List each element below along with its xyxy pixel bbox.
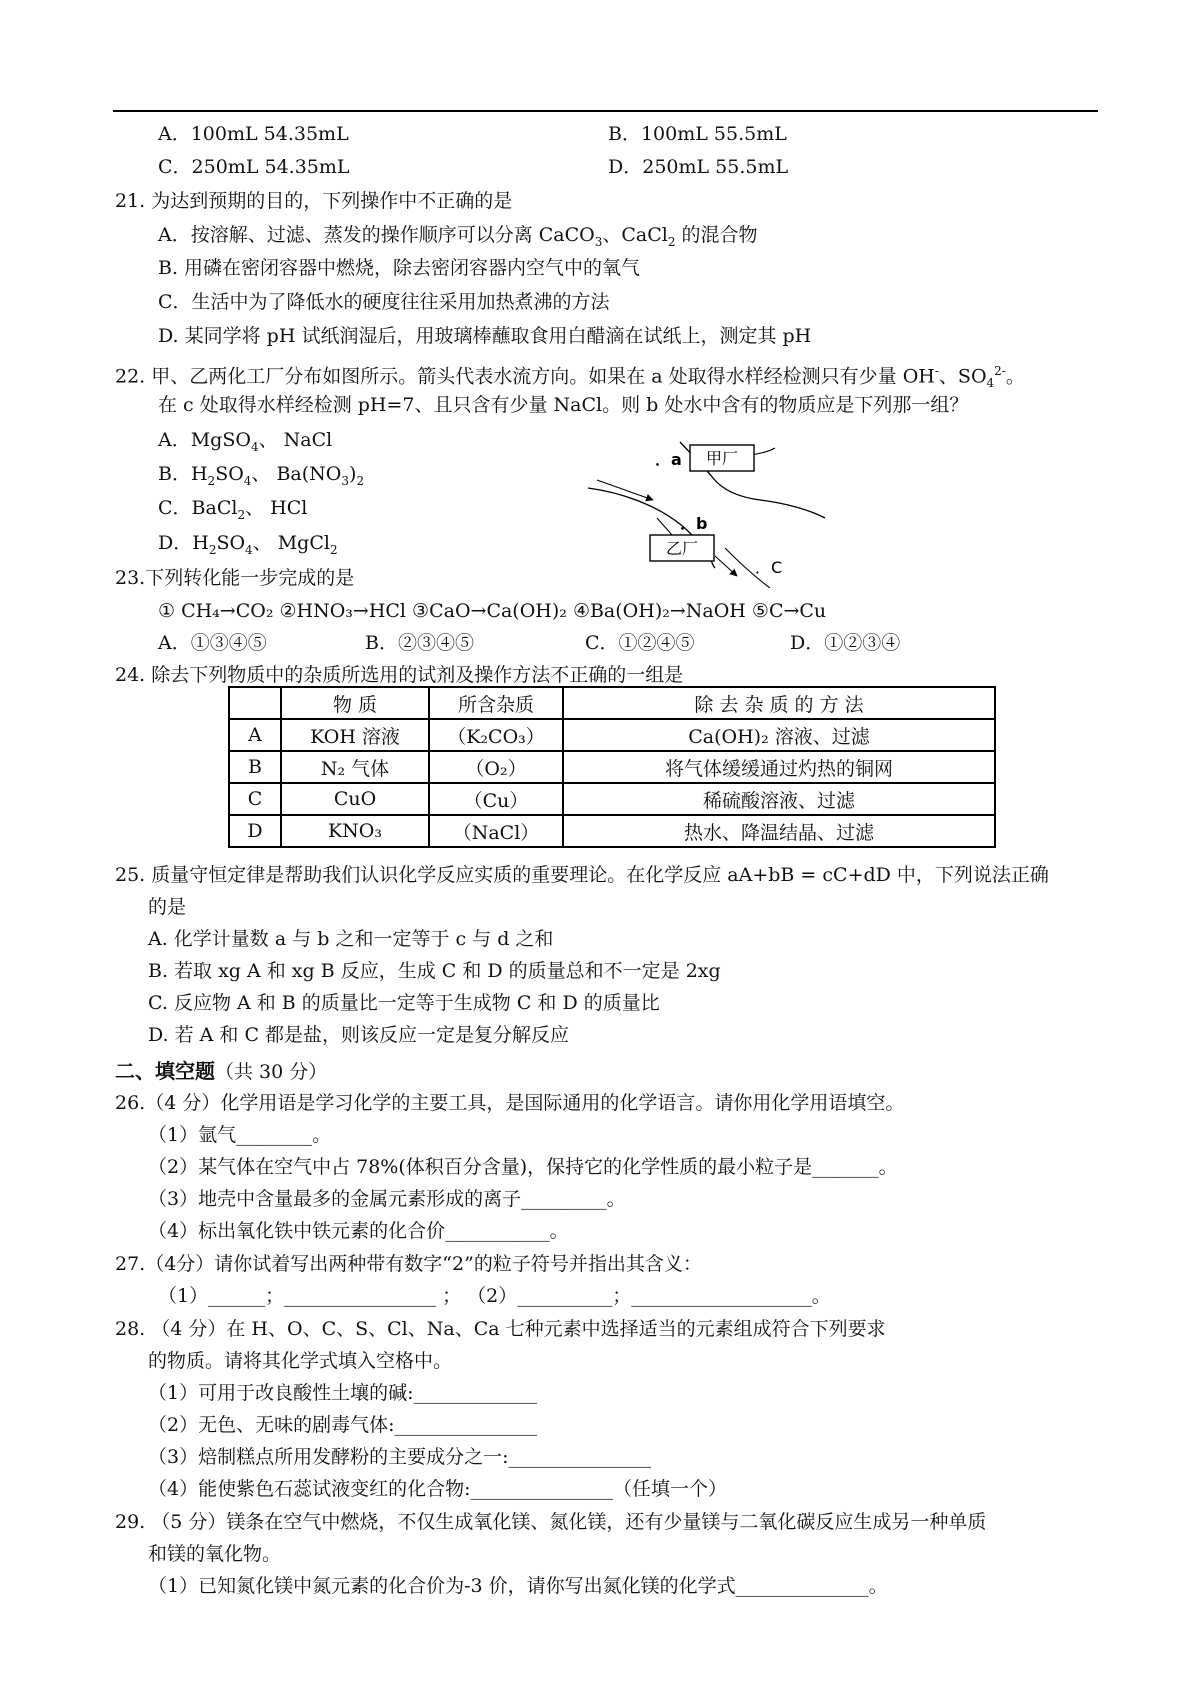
q22-c-text2: 、 HCl [245,497,308,519]
q21-a-text3: 的混合物 [675,224,758,246]
table-header-cell: 物 质 [281,687,429,719]
table-cell: 热水、降温结晶、过滤 [563,815,995,847]
q28-item-3[interactable]: （3）焙制糕点所用发酵粉的主要成分之一:_______________ [148,1446,651,1468]
table-header-cell: 所含杂质 [429,687,563,719]
table-cell: N₂ 气体 [281,751,429,783]
q25-option-b[interactable]: B. 若取 xg A 和 xg B 反应，生成 C 和 D 的质量总和不一定是 2xg [148,960,721,982]
q22-stem-text1: 22. 甲、乙两化工厂分布如图所示。箭头代表水流方向。如果在 a 处取得水样经检测只有少量 OH [115,365,935,388]
point-c-label: ．C [755,558,783,577]
q22-a-text1: A．MgSO [158,429,251,451]
table-row [229,783,995,815]
q22-option-a[interactable]: A．MgSO$_4$、 NaCl [158,429,333,454]
flow-arrow-a [597,480,653,500]
q26-item-4[interactable]: （4）标出氧化铁中铁元素的化合价___________。 [148,1220,569,1242]
table-cell: KNO₃ [281,815,429,847]
q20-option-d[interactable]: D．250mL 55.5mL [608,156,789,178]
q25-stem-line2: 的是 [148,896,187,918]
table-cell: （Cu） [429,783,563,815]
q22-d-text2: SO [216,532,246,554]
table-cell: KOH 溶液 [281,719,429,751]
q29-stem: 29. （5 分）镁条在空气中燃烧，不仅生成氧化镁、氮化镁，还有少量镁与二氧化碳反应生成另一种单质 [115,1511,987,1533]
q21-stem: 21. 为达到预期的目的，下列操作中不正确的是 [115,190,513,212]
q22-b-text1: B．H [158,463,208,485]
yi-factory-label: 乙厂 [665,539,699,558]
table-header-cell: 除 去 杂 质 的 方 法 [563,687,995,719]
q29-item-1[interactable]: （1）已知氮化镁中氮元素的化合价为-3 价，请你写出氮化镁的化学式______________。 [148,1575,888,1597]
table-cell: A [229,719,281,751]
q21-option-d[interactable]: D. 某同学将 pH 试纸润湿后，用玻璃棒蘸取食用白醋滴在试纸上，测定其 pH [158,325,812,347]
q21-a-text2: 、CaCl [602,224,668,246]
table-cell: （NaCl） [429,815,563,847]
table-cell: （O₂） [429,751,563,783]
table-cell: C [229,783,281,815]
q22-stem-text2: 、SO [938,365,987,388]
q28-stem: 28. （4 分）在 H、O、C、S、Cl、Na、Ca 七种元素中选择适当的元素组成符合下列要求 [115,1318,886,1340]
section-score: （共 30 分） [215,1061,328,1083]
q25-option-c[interactable]: C. 反应物 A 和 B 的质量比一定等于生成物 C 和 D 的质量比 [148,992,660,1014]
q23-option-b[interactable]: B．②③④⑤ [365,632,474,654]
table-cell: Ca(OH)₂ 溶液、过滤 [563,719,995,751]
header-rule [113,110,1098,112]
table-cell: CuO [281,783,429,815]
q22-c-text1: C．BaCl [158,497,238,519]
q21-option-a[interactable]: A．按溶解、过滤、蒸发的操作顺序可以分离 CaCO$_3$、CaCl$_2$ 的混合物 [158,224,758,249]
q28-item-2[interactable]: （2）无色、无味的剧毒气体:_______________ [148,1414,537,1436]
table-cell: 稀硫酸溶液、过滤 [563,783,995,815]
jia-factory-label: 甲厂 [705,449,739,468]
section-title: 二、填空题 [115,1059,215,1083]
q23-stem: 23.下列转化能一步完成的是 [115,567,355,589]
q22-b-text4: ) [349,463,357,485]
q22-d-text3: 、 MgCl [252,532,330,554]
flow-arrow-c [715,556,737,576]
q29-stem-line2: 和镁的氧化物。 [148,1543,282,1565]
q22-option-c[interactable]: C．BaCl$_2$、 HCl [158,497,308,522]
table-cell: D [229,815,281,847]
q22-option-d[interactable]: D．$H_2SO_4$、 MgCl$_2$ [158,532,338,557]
q23-option-d[interactable]: D．①②③④ [790,632,901,654]
q22-stem-line2: 在 c 处取得水样经检测 pH=7、且只含有少量 NaCl。则 b 处水中含有的物质应是下列那一组？ [158,394,969,416]
q20-option-a[interactable]: A．100mL 54.35mL [158,123,349,145]
q27-stem: 27.（4分）请你试着写出两种带有数字“2”的粒子符号并指出其含义： [115,1253,702,1275]
table-row [229,751,995,783]
q25-stem: 25. 质量守恒定律是帮助我们认识化学反应实质的重要理论。在化学反应 aA+bB = cC+dD 中，下列说法正确 [115,864,1049,886]
q21-a-text1: A．按溶解、过滤、蒸发的操作顺序可以分离 CaCO [158,224,595,246]
table-cell: （K₂CO₃） [429,719,563,751]
table-cell: 将气体缓缓通过灼热的铜网 [563,751,995,783]
q26-item-1[interactable]: （1）氩气________。 [148,1124,332,1146]
q23-option-a[interactable]: A．①③④⑤ [158,632,267,654]
q22-stem-text3: 。 [1005,365,1025,388]
q28-item-1[interactable]: （1）可用于改良酸性土壤的碱:_____________ [148,1382,537,1404]
table-row [229,719,995,751]
q26-stem: 26.（4 分）化学用语是学习化学的主要工具，是国际通用的化学语言。请你用化学用语填空。 [115,1092,905,1114]
q21-option-b[interactable]: B. 用磷在密闭容器中燃烧，除去密闭容器内空气中的氧气 [158,257,641,279]
q22-a-text2: 、 NaCl [258,429,333,451]
q24-stem: 24. 除去下列物质中的杂质所选用的试剂及操作方法不正确的一组是 [115,664,684,686]
q24-table [228,686,996,848]
q23-option-c[interactable]: C．①②④⑤ [585,632,695,654]
q25-option-d[interactable]: D. 若 A 和 C 都是盐，则该反应一定是复分解反应 [148,1024,570,1046]
q28-item-4[interactable]: （4）能使紫色石蕊试液变红的化合物:_______________（任填一个） [148,1478,727,1500]
table-header-row [229,687,995,719]
q28-stem-line2: 的物质。请将其化学式填入空格中。 [148,1350,453,1372]
q26-item-3[interactable]: （3）地壳中含量最多的金属元素形成的离子_________。 [148,1188,626,1210]
factory-diagram [585,438,885,588]
q22-b-text3: 、 Ba(NO [251,463,342,485]
table-header-cell [229,687,281,719]
q26-item-2[interactable]: （2）某气体在空气中占 78%(体积百分含量)，保持它的化学性质的最小粒子是_______。 [148,1156,898,1178]
point-b-label: ．b [680,514,708,533]
q21-option-c[interactable]: C．生活中为了降低水的硬度往往采用加热煮沸的方法 [158,291,610,313]
q22-option-b[interactable]: B．$H_2SO_4$、 $Ba(NO_3)_2$ [158,463,365,488]
section-heading [115,1058,327,1085]
q22-b-text2: SO [215,463,244,485]
point-a-label: ．a [655,450,682,469]
q22-stem: 22. 甲、乙两化工厂分布如图所示。箭头代表水流方向。如果在 a 处取得水样经检测只有少量 OH-、$SO_4^{2-}$。 [115,364,1025,391]
table-cell: B [229,751,281,783]
q20-option-c[interactable]: C．250mL 54.35mL [158,156,350,178]
table-row [229,815,995,847]
q27-blanks[interactable]: （1）______；________________ ； （2）__________；___________________。 [158,1285,831,1307]
q25-option-a[interactable]: A. 化学计量数 a 与 b 之和一定等于 c 与 d 之和 [148,928,554,950]
q20-option-b[interactable]: B．100mL 55.5mL [608,123,787,145]
q22-d-text1: D．H [158,532,209,554]
q23-items: ① CH₄→CO₂ ②HNO₃→HCl ③CaO→Ca(OH)₂ ④Ba(OH)₂→NaOH ⑤C→Cu [158,600,827,622]
